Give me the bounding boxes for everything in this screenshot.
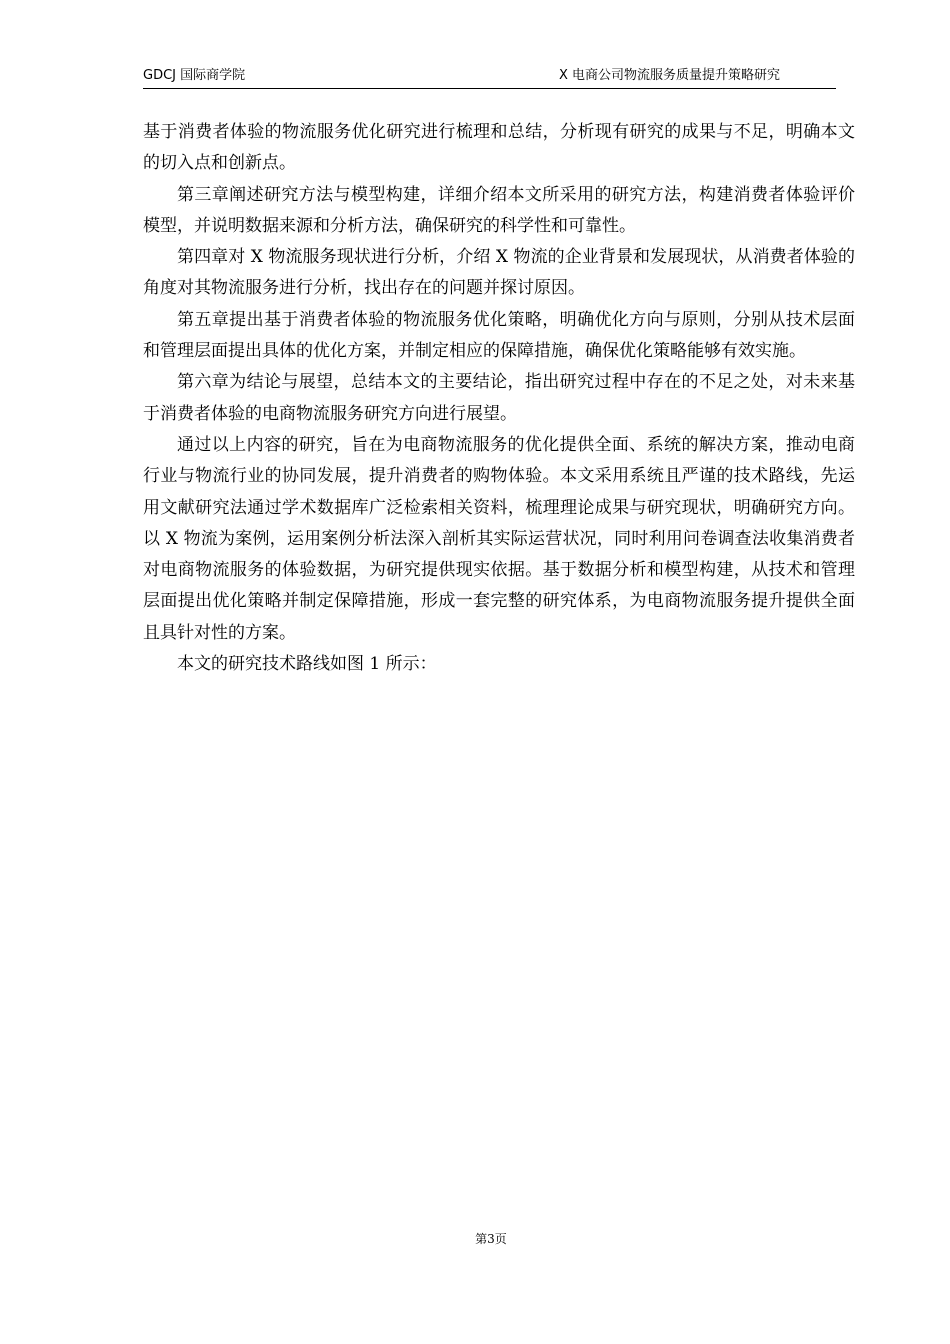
paragraph-figure-reference: 本文的研究技术路线如图 1 所示：	[177, 654, 437, 675]
paragraph-continuation: 基于消费者体验的物流服务优化研究进行梳理和总结，分析现有研究的成果与不足，明确本文的切入点和创新点。	[143, 122, 855, 174]
page-number: 第3页	[475, 1232, 507, 1246]
paragraph-chapter-6: 第六章为结论与展望，总结本文的主要结论，指出研究过程中存在的不足之处，对未来基于消费者体验的电商物流服务研究方向进行展望。	[143, 372, 855, 424]
header-document-title: X 电商公司物流服务质量提升策略研究	[558, 68, 780, 83]
paragraph-chapter-5: 第五章提出基于消费者体验的物流服务优化策略，明确优化方向与原则，分别从技术层面和管理层面提出具体的优化方案，并制定相应的保障措施，确保优化策略能够有效实施。	[143, 309, 855, 362]
page-header	[143, 66, 836, 89]
paragraph-chapter-3: 第三章阐述研究方法与模型构建，详细介绍本文所采用的研究方法，构建消费者体验评价模型，并说明数据来源和分析方法，确保研究的科学性和可靠性。	[143, 184, 855, 236]
paragraph-chapter-4: 第四章对 X 物流服务现状进行分析，介绍 X 物流的企业背景和发展现状，从消费者体验的角度对其物流服务进行分析，找出存在的问题并探讨原因。	[143, 247, 855, 299]
paragraph-research-route: 通过以上内容的研究，旨在为电商物流服务的优化提供全面、系统的解决方案，推动电商行业与物流行业的协同发展，提升消费者的购物体验。本文采用系统且严谨的技术路线，先运用文献研究法通过学术数据库广泛检索相关资料，梳理理论成果与研究现状，明确研究方向。以 X 物流为案例，运用案例分析法深入剖析其实际运营状况，同时利用问卷调查法收集消费者对电商物流服务的体验数据，为研究提供现实依据。基于数据分析和模型构建，从技术和管理层面提出优化策略并制定保障措施，形成一套完整的研究体系，为电商物流服务提升提供全面且具针对性的方案。	[143, 434, 855, 643]
header-institution: GDCJ 国际商学院	[143, 68, 246, 83]
body-text	[143, 117, 855, 680]
